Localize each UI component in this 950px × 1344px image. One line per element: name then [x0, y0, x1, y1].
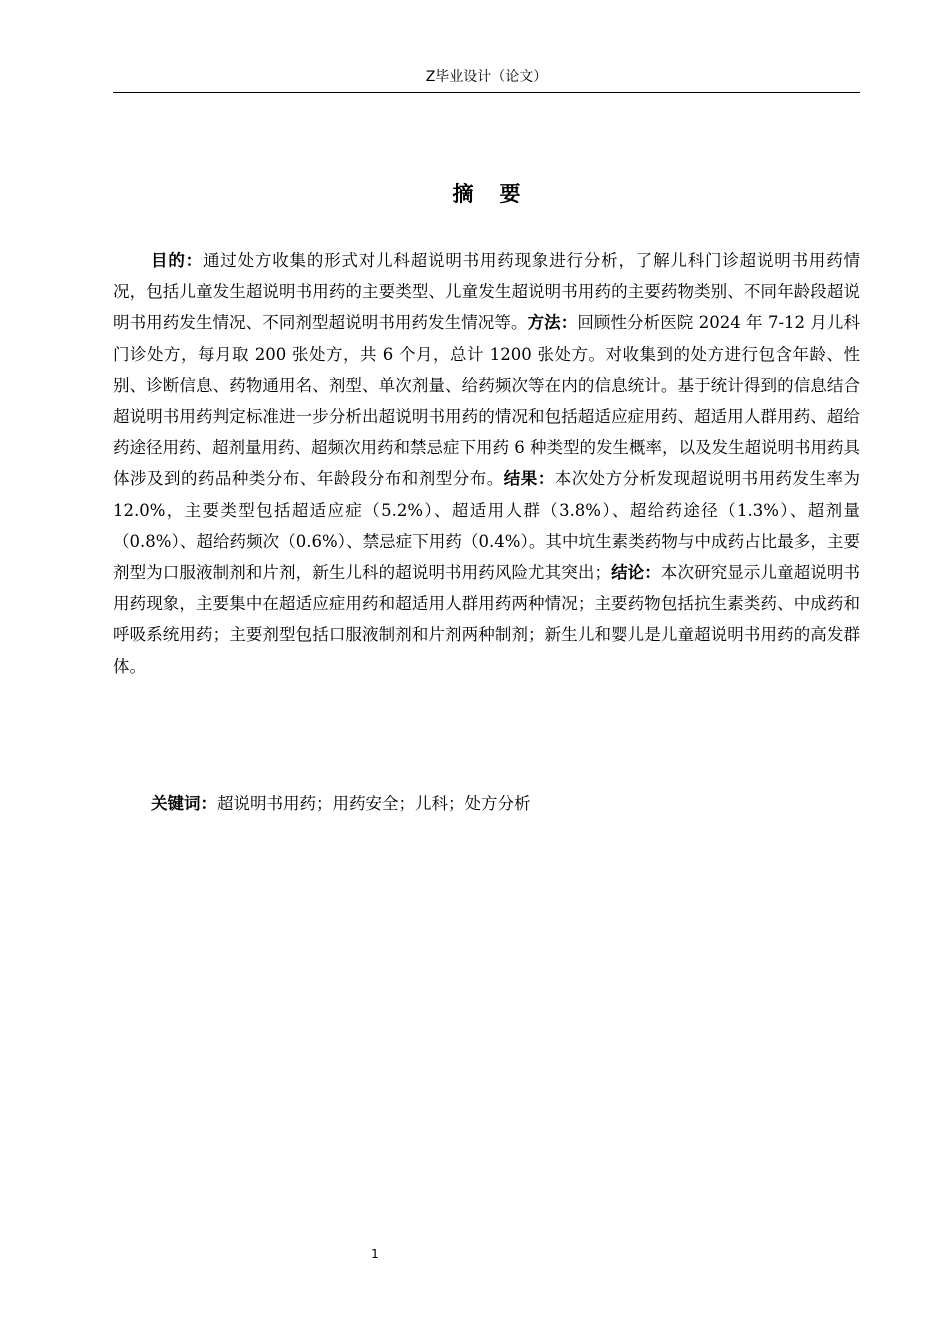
- purpose-label: 目的：: [151, 251, 203, 270]
- conclusion-text: 本次研究显示儿童超说明书用药现象，主要集中在超适应症用药和超适用人群用药两种情况；主要药物包括抗生素类药、中成药和呼吸系统用药；主要剂型包括口服液制剂和片剂两种制剂；新生儿和婴儿是儿童超说明书用药的高发群体。: [113, 563, 861, 676]
- abstract-body: [113, 245, 860, 682]
- method-text: 回顾性分析医院 2024 年 7-12 月儿科门诊处方，每月取 200 张处方，共 6 个月，总计 1200 张处方。对收集到的处方进行包含年龄、性别、诊断信息、药物通用名、剂型、单次剂量、给药频次等在内的信息统计。基于统计得到的信息结合超说明书用药判定标准进一步分析出超说明书用药的情况和包括超适应症用药、超适用人群用药、超给药途径用药、超剂量用药、超频次用药和禁忌症下用药 6 种类型的发生概率，以及发生超说明书用药具体涉及到的药品种类分布、年龄段分布和剂型分布。: [113, 313, 861, 489]
- purpose-text: 通过处方收集的形式对儿科超说明书用药现象进行分析，了解儿科门诊超说明书用药情况，包括儿童发生超说明书用药的主要类型、儿童发生超说明书用药的主要药物类别、不同年龄段超说明书用药发生情况、不同剂型超说明书用药发生情况等。: [113, 251, 860, 333]
- conclusion-label: 结论：: [610, 563, 661, 583]
- method-label: 方法：: [527, 313, 578, 333]
- result-text: 本次处方分析发现超说明书用药发生率为 12.0%，主要类型包括超适应症（5.2%）、超适用人群（3.8%）、超给药途径（1.3%）、超剂量（0.8%）、超给药频次（0.6%）、禁忌症下用药（0.4%）。其中坑生素类药物与中成药占比最多，主要剂型为口服液制剂和片剂，新生儿科的超说明书用药风险尤其突出；: [113, 469, 861, 583]
- page-header: [113, 66, 860, 93]
- keywords-label: 关键词：: [151, 794, 217, 813]
- keywords: [151, 788, 860, 819]
- header-text: Z毕业设计（论文）: [425, 69, 548, 85]
- result-label: 结果：: [503, 469, 555, 489]
- keywords-text: 超说明书用药；用药安全；儿科；处方分析: [217, 794, 531, 813]
- page-number: 1: [371, 1247, 379, 1261]
- abstract-title: 摘要: [452, 182, 547, 206]
